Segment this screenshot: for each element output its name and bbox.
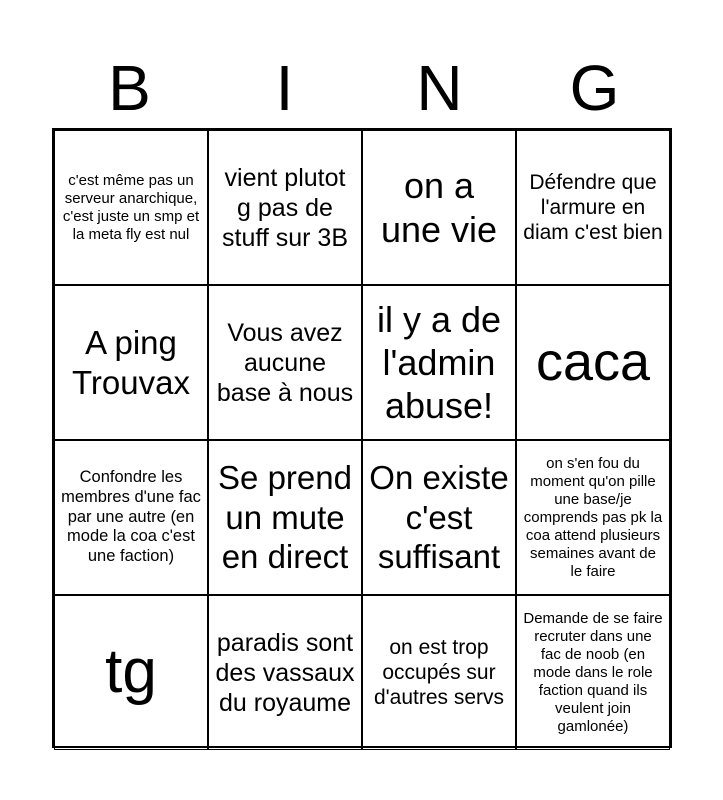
bingo-cell[interactable]: tg (54, 595, 208, 750)
bingo-cell[interactable]: on a une vie (362, 130, 516, 285)
bingo-cell[interactable]: on est trop occupés sur d'autres servs (362, 595, 516, 750)
header-letter-g: G (569, 52, 620, 124)
bingo-card-grid (52, 128, 672, 748)
header-letter-b: B (108, 52, 151, 124)
bingo-cell[interactable]: il y a de l'admin abuse! (362, 285, 516, 440)
bingo-cell[interactable]: Vous avez aucune base à nous (208, 285, 362, 440)
header-letter-i: I (275, 52, 294, 124)
header-letter-n: N (416, 52, 463, 124)
bingo-cell[interactable]: c'est même pas un serveur anarchique, c'est juste un smp et la meta fly est nul (54, 130, 208, 285)
bingo-cell[interactable]: on s'en fou du moment qu'on pille une base/je comprends pas pk la coa attend plusieurs semaines avant de le faire (516, 440, 670, 595)
bingo-cell[interactable]: A ping Trouvax (54, 285, 208, 440)
bingo-cell[interactable]: On existe c'est suffisant (362, 440, 516, 595)
bingo-cell[interactable]: Se prend un mute en direct (208, 440, 362, 595)
bingo-cell[interactable]: Confondre les membres d'une fac par une autre (en mode la coa c'est une faction) (54, 440, 208, 595)
bingo-header (52, 48, 672, 128)
bingo-cell[interactable]: paradis sont des vassaux du royaume (208, 595, 362, 750)
bingo-cell[interactable]: vient plutot g pas de stuff sur 3B (208, 130, 362, 285)
bingo-cell[interactable]: Défendre que l'armure en diam c'est bien (516, 130, 670, 285)
bingo-cell[interactable]: caca (516, 285, 670, 440)
bingo-cell[interactable]: Demande de se faire recruter dans une fac de noob (en mode dans le role faction quand ils veulent join gamlonée) (516, 595, 670, 750)
